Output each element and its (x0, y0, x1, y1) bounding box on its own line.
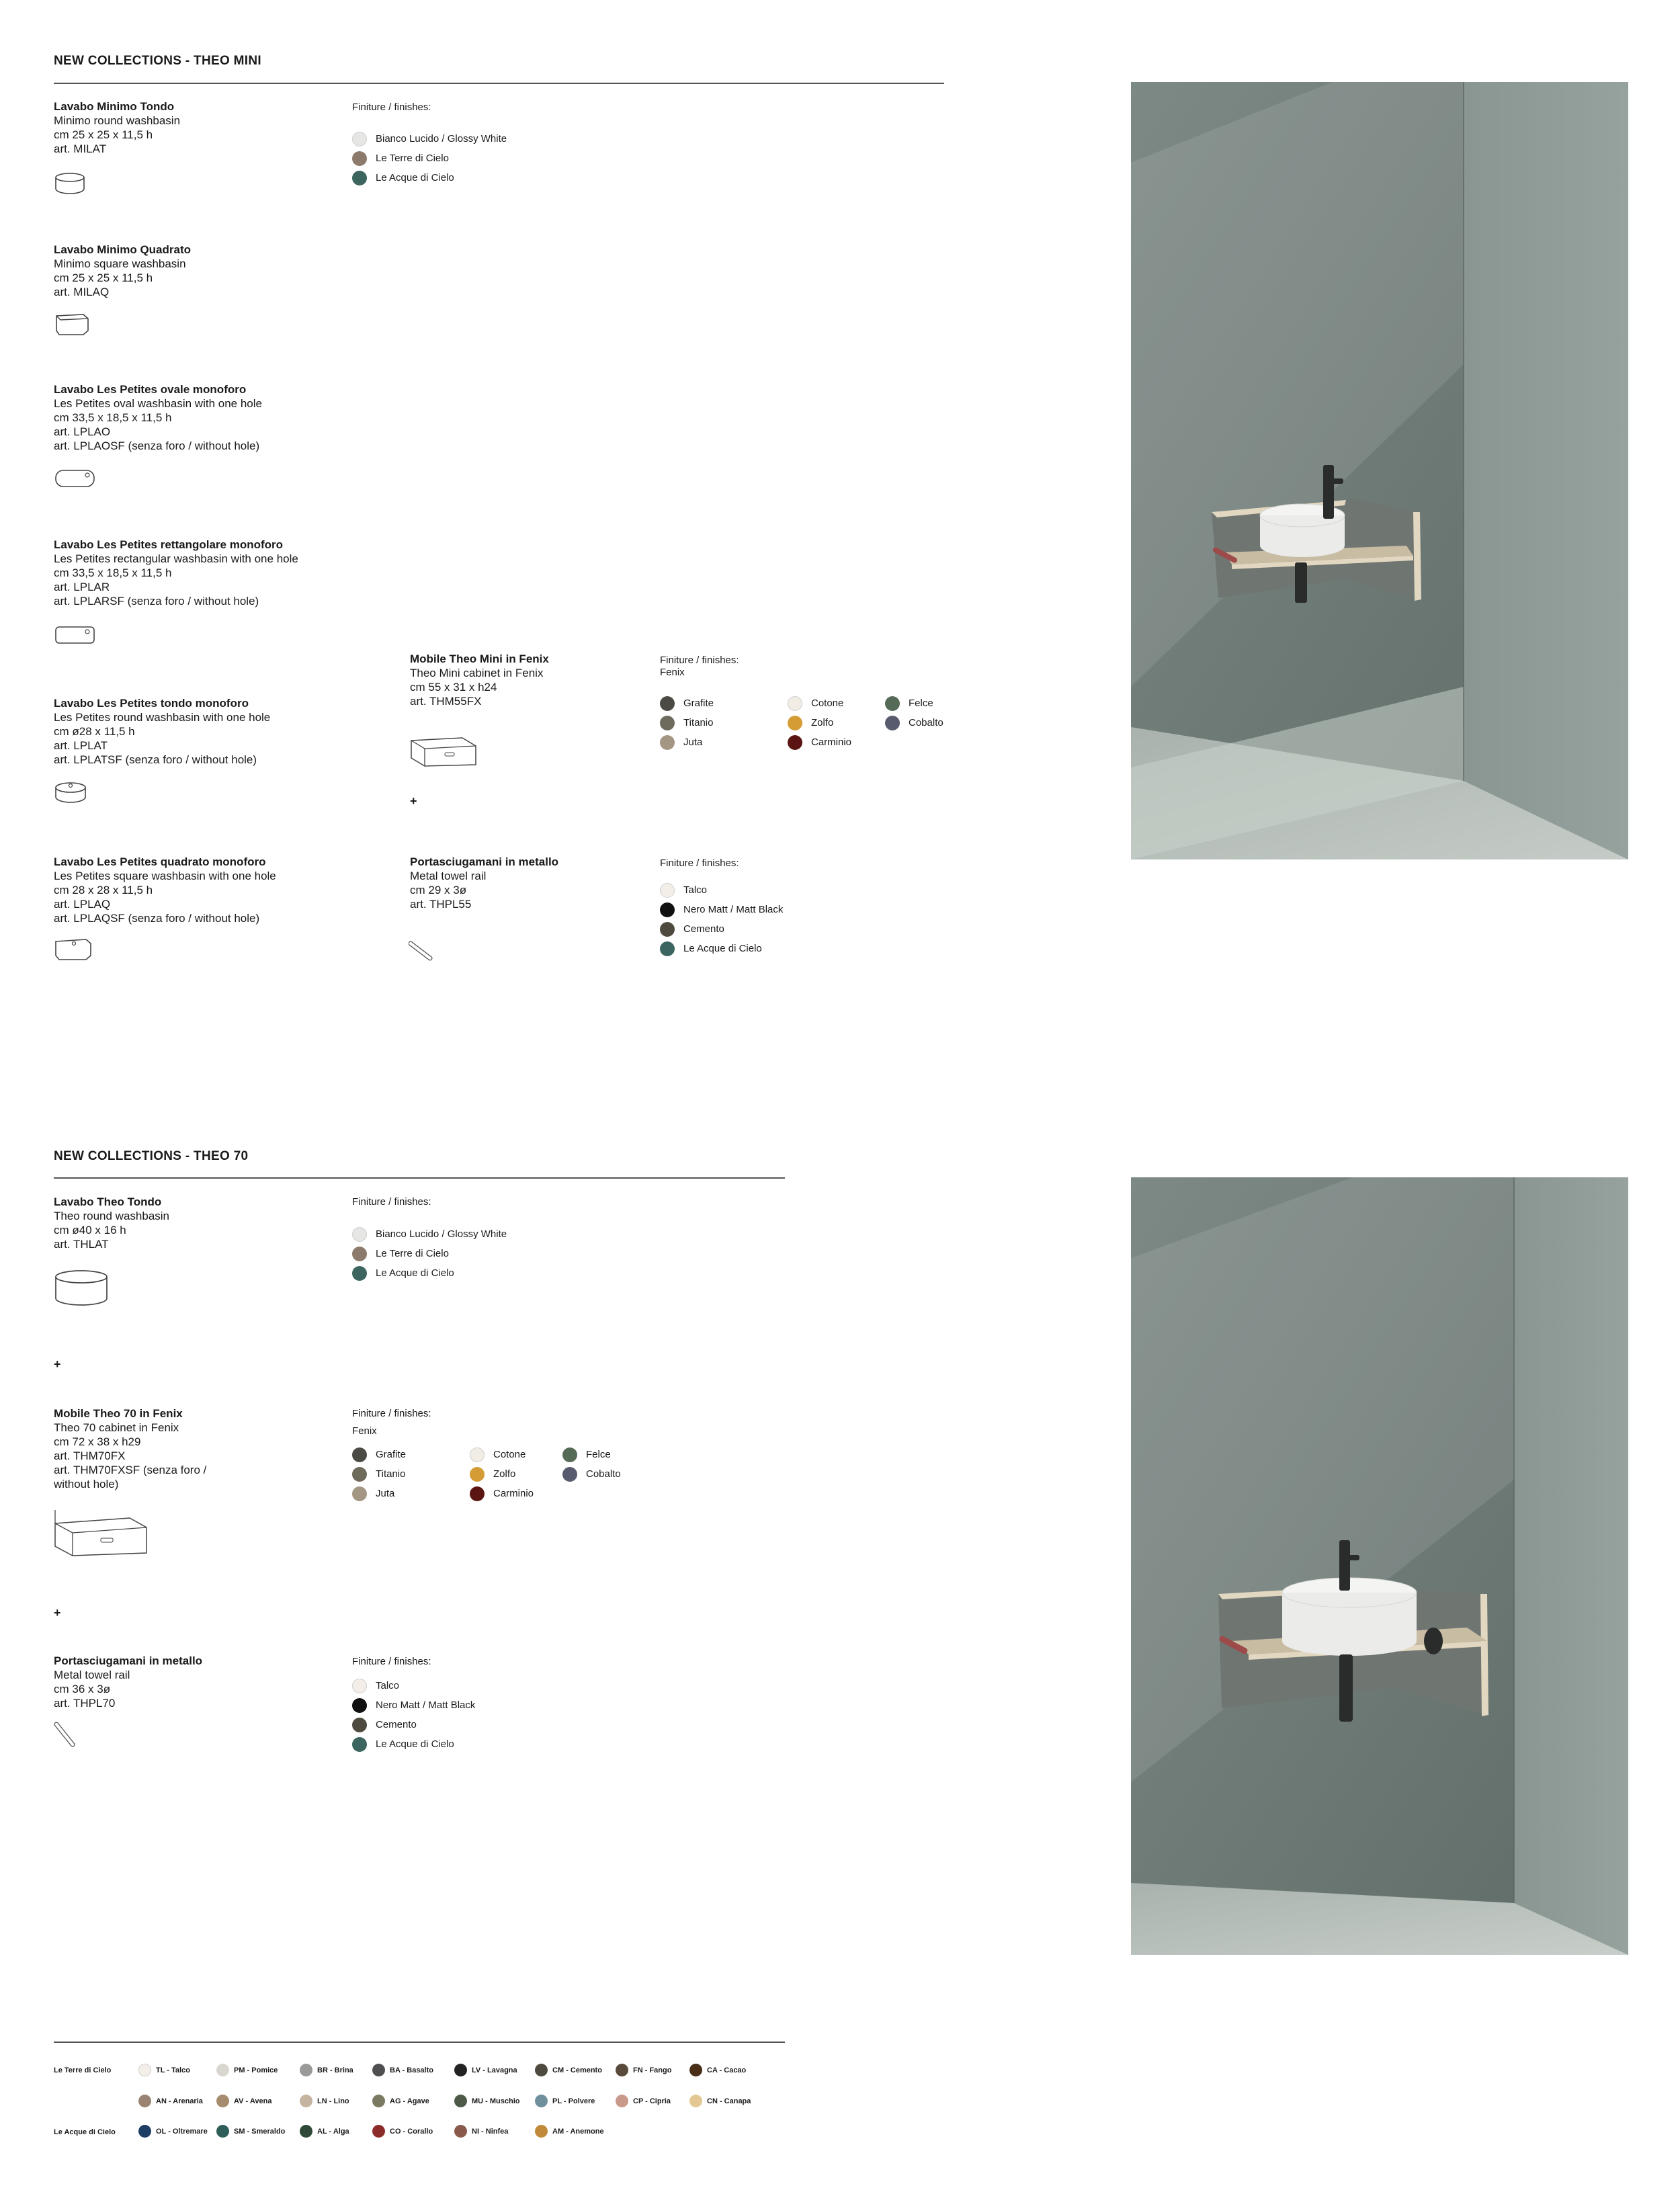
swatch-dot (216, 2095, 229, 2107)
swatch-name: CO - Corallo (390, 2127, 433, 2136)
oval-basin-icon (54, 467, 97, 491)
swatch-name: AM - Anemone (552, 2127, 604, 2136)
finish-swatch (352, 1244, 507, 1263)
swatch-dot (562, 1447, 577, 1462)
finish-name: Le Acque di Cielo (683, 943, 762, 954)
swatch-name: BA - Basalto (390, 2066, 433, 2074)
legend-swatch (138, 2125, 208, 2138)
swatch-name: LN - Lino (317, 2097, 349, 2105)
rectangular-basin-icon (54, 624, 97, 647)
finish-swatch (352, 1484, 470, 1503)
towel-rail-icon (54, 1722, 77, 1749)
product-art: art. THPL55 (410, 898, 472, 911)
swatch-dot (689, 2064, 702, 2076)
swatch-dot (660, 735, 675, 750)
swatch-dot (470, 1467, 485, 1482)
basin-finish-list (352, 1224, 507, 1283)
swatch-dot (352, 1698, 367, 1713)
finish-swatch (352, 1445, 470, 1464)
swatch-dot (138, 2064, 151, 2076)
finish-swatch (885, 693, 959, 713)
swatch-name: CP - Cipria (633, 2097, 671, 2105)
product-desc: Les Petites square washbasin with one hole (54, 870, 276, 882)
swatch-dot (300, 2064, 312, 2076)
product-art: art. LPLAQ (54, 898, 111, 911)
product-name: Lavabo Minimo Tondo (54, 100, 175, 113)
product-size: cm 72 x 38 x h29 (54, 1435, 141, 1448)
cabinet-icon (52, 1509, 150, 1559)
swatch-dot (216, 2064, 229, 2076)
finish-name: Juta (376, 1488, 395, 1499)
legend-swatch (689, 2064, 746, 2076)
product-name: Lavabo Theo Tondo (54, 1195, 162, 1208)
swatch-name: NI - Ninfea (472, 2127, 509, 2136)
swatch-dot (470, 1447, 485, 1462)
product-minimo-tondo (54, 99, 180, 156)
product-les-petites-quadrato (54, 855, 276, 925)
product-name: Lavabo Les Petites ovale monoforo (54, 383, 247, 396)
finish-name: Le Acque di Cielo (376, 1738, 454, 1750)
product-name: Lavabo Les Petites rettangolare monoforo (54, 538, 284, 551)
finish-swatch (352, 129, 507, 149)
finish-name: Cobalto (586, 1468, 621, 1480)
section-title-theo-70: NEW COLLECTIONS - THEO 70 (54, 1149, 249, 1163)
swatch-dot (352, 1247, 367, 1261)
swatch-dot (454, 2064, 467, 2076)
legend-swatch (689, 2095, 751, 2107)
finish-name: Cemento (376, 1719, 417, 1730)
finish-name: Bianco Lucido / Glossy White (376, 1228, 507, 1240)
swatch-name: AN - Arenaria (156, 2097, 203, 2105)
finish-name: Felce (586, 1449, 611, 1460)
finish-swatch (660, 919, 783, 939)
finish-name: Le Terre di Cielo (376, 153, 449, 164)
square-basin-icon (54, 312, 91, 339)
rail-finish-list (352, 1676, 475, 1754)
swatch-name: CA - Cacao (707, 2066, 747, 2074)
swatch-name: PM - Pomice (234, 2066, 278, 2074)
product-size: cm 33,5 x 18,5 x 11,5 h (54, 566, 172, 579)
swatch-name: PL - Polvere (552, 2097, 595, 2105)
finishes-label: Finiture / finishes: (352, 1408, 431, 1419)
finishes-label: Finiture / finishes: (660, 655, 739, 666)
swatch-dot (660, 716, 675, 730)
swatch-dot (660, 696, 675, 711)
finish-swatch (885, 713, 959, 732)
product-les-petites-ovale (54, 382, 262, 453)
finish-swatch (352, 1224, 507, 1244)
swatch-dot (788, 716, 802, 730)
finish-swatch (352, 168, 507, 187)
plus-sign: + (54, 1357, 61, 1371)
swatch-name: CN - Canapa (707, 2097, 751, 2105)
swatch-dot (300, 2125, 312, 2138)
legend-swatch (616, 2064, 671, 2076)
finishes-label: Finiture / finishes: (660, 857, 739, 869)
product-photo-theo-70 (1131, 1177, 1628, 1955)
product-art-alt: art. LPLARSF (senza foro / without hole) (54, 595, 259, 607)
swatch-dot (352, 1266, 367, 1281)
legend-swatch (300, 2095, 349, 2107)
swatch-dot (885, 716, 900, 730)
swatch-dot (535, 2095, 548, 2107)
finish-name: Bianco Lucido / Glossy White (376, 133, 507, 144)
cabinet-icon (409, 732, 479, 769)
finishes-sublabel: Fenix (660, 667, 685, 678)
product-les-petites-tondo (54, 696, 270, 767)
swatch-dot (660, 902, 675, 917)
legend-swatch (216, 2064, 278, 2076)
swatch-dot (454, 2095, 467, 2107)
finish-swatch (352, 1715, 475, 1734)
product-art: art. MILAT (54, 142, 107, 155)
product-art-alt: art. THM70FXSF (senza foro / (54, 1464, 207, 1476)
product-art-alt-cont: without hole) (54, 1478, 119, 1490)
swatch-dot (660, 941, 675, 956)
legend-swatch (616, 2095, 671, 2107)
swatch-name: AL - Alga (317, 2127, 349, 2136)
product-desc: Minimo round washbasin (54, 114, 181, 127)
swatch-dot (372, 2064, 385, 2076)
product-theo-mini-cabinet (410, 652, 549, 708)
legend-swatch (300, 2064, 353, 2076)
swatch-name: OL - Oltremare (156, 2127, 208, 2136)
swatch-dot (562, 1467, 577, 1482)
finish-name: Cotone (493, 1449, 526, 1460)
swatch-name: AV - Avena (234, 2097, 272, 2105)
swatch-dot (885, 696, 900, 711)
legend-swatch (138, 2095, 203, 2107)
finishes-label: Finiture / finishes: (352, 1656, 431, 1667)
legend-swatch (454, 2125, 508, 2138)
finish-name: Zolfo (811, 717, 834, 728)
finish-name: Grafite (683, 698, 714, 709)
product-art: art. MILAQ (54, 286, 110, 298)
swatch-dot (616, 2095, 628, 2107)
section-divider (54, 83, 944, 84)
finishes-label: Finiture / finishes: (352, 101, 431, 113)
product-desc: Metal towel rail (410, 870, 487, 882)
legend-swatch (454, 2095, 520, 2107)
product-les-petites-rettangolare (54, 538, 298, 608)
finish-swatch (470, 1484, 562, 1503)
swatch-dot (352, 1679, 367, 1693)
swatch-dot (352, 1227, 367, 1242)
swatch-dot (616, 2064, 628, 2076)
swatch-dot (788, 696, 802, 711)
finish-name: Le Terre di Cielo (376, 1248, 449, 1259)
legend-swatch (535, 2095, 595, 2107)
product-size: cm 55 x 31 x h24 (410, 681, 497, 693)
swatch-name: LV - Lavagna (472, 2066, 517, 2074)
finish-swatch (660, 732, 788, 752)
finish-swatch (660, 880, 783, 900)
plus-sign: + (54, 1606, 61, 1619)
finish-swatch (788, 713, 885, 732)
swatch-dot (470, 1486, 485, 1501)
round-basin-icon (54, 1269, 111, 1309)
product-name: Portasciugamani in metallo (54, 1654, 203, 1667)
swatch-dot (535, 2125, 548, 2138)
swatch-name: MU - Muschio (472, 2097, 520, 2105)
finish-name: Le Acque di Cielo (376, 172, 454, 183)
product-desc: Minimo square washbasin (54, 257, 186, 270)
finish-swatch (660, 900, 783, 919)
legend-swatch (216, 2125, 285, 2138)
swatch-dot (352, 151, 367, 166)
product-towel-rail-55 (410, 855, 558, 911)
product-desc: Theo Mini cabinet in Fenix (410, 667, 544, 679)
product-size: cm ø40 x 16 h (54, 1224, 126, 1236)
swatch-dot (352, 1447, 367, 1462)
product-art-alt: art. LPLATSF (senza foro / without hole) (54, 753, 257, 766)
product-desc: Theo round washbasin (54, 1210, 170, 1222)
product-art: art. THPL70 (54, 1697, 116, 1710)
finish-name: Carminio (811, 737, 852, 748)
swatch-name: BR - Brina (317, 2066, 353, 2074)
product-art: art. LPLAR (54, 581, 110, 593)
swatch-dot (216, 2125, 229, 2138)
product-size: cm 28 x 28 x 11,5 h (54, 884, 153, 896)
plus-sign: + (410, 794, 417, 808)
finish-name: Titanio (376, 1468, 406, 1480)
product-name: Lavabo Les Petites quadrato monoforo (54, 855, 266, 868)
product-theo-70-cabinet (54, 1406, 206, 1491)
swatch-name: FN - Fango (633, 2066, 672, 2074)
finish-swatch (352, 1734, 475, 1754)
legend-swatch (454, 2064, 517, 2076)
legend-divider (54, 2042, 785, 2043)
product-minimo-quadrato (54, 243, 191, 299)
product-art: art. LPLAO (54, 425, 111, 438)
swatch-name: SM - Smeraldo (234, 2127, 286, 2136)
towel-rail-icon (409, 941, 435, 962)
product-name: Mobile Theo Mini in Fenix (410, 653, 549, 665)
section-title-theo-mini: NEW COLLECTIONS - THEO MINI (54, 54, 261, 68)
finish-name: Cotone (811, 698, 844, 709)
product-size: cm 36 x 3ø (54, 1683, 111, 1695)
finish-swatch (470, 1464, 562, 1484)
product-art-alt: art. LPLAOSF (senza foro / without hole) (54, 439, 260, 452)
swatch-dot (352, 171, 367, 185)
swatch-dot (352, 132, 367, 146)
swatch-dot (535, 2064, 548, 2076)
round-basin-icon (54, 171, 87, 198)
product-desc: Les Petites rectangular washbasin with one hole (54, 552, 298, 565)
swatch-name: AG - Agave (390, 2097, 429, 2105)
round-monohole-basin-icon (54, 781, 91, 808)
swatch-dot (372, 2095, 385, 2107)
finish-swatch (352, 1676, 475, 1695)
finishes-sublabel: Fenix (352, 1425, 377, 1437)
swatch-dot (660, 883, 675, 898)
finish-name: Titanio (683, 717, 714, 728)
finish-swatch (660, 693, 788, 713)
swatch-name: TL - Talco (156, 2066, 190, 2074)
finish-swatch (352, 1464, 470, 1484)
swatch-dot (352, 1467, 367, 1482)
finish-name: Nero Matt / Matt Black (683, 904, 784, 915)
legend-swatch (535, 2125, 604, 2138)
finish-name: Talco (376, 1680, 400, 1691)
product-art: art. LPLAT (54, 739, 108, 752)
legend-swatch (216, 2095, 271, 2107)
square-monohole-basin-icon (54, 936, 94, 963)
finish-name: Talco (683, 884, 708, 896)
swatch-dot (352, 1737, 367, 1752)
swatch-dot (454, 2125, 467, 2138)
swatch-dot (660, 922, 675, 937)
cabinet-finish-grid (352, 1445, 636, 1503)
product-towel-rail-70 (54, 1654, 202, 1710)
finishes-label: Finiture / finishes: (352, 1196, 431, 1208)
swatch-dot (352, 1718, 367, 1732)
finish-name: Nero Matt / Matt Black (376, 1699, 476, 1711)
product-desc: Les Petites round washbasin with one hole (54, 711, 271, 724)
product-photo-theo-mini (1131, 82, 1628, 859)
cabinet-finish-grid (660, 693, 959, 752)
product-size: cm 25 x 25 x 11,5 h (54, 271, 153, 284)
finish-swatch (660, 713, 788, 732)
legend-swatch (372, 2125, 433, 2138)
product-name: Portasciugamani in metallo (410, 855, 559, 868)
product-desc: Metal towel rail (54, 1669, 130, 1681)
finish-swatch (352, 149, 507, 168)
finish-name: Grafite (376, 1449, 407, 1460)
legend-label-terre: Le Terre di Cielo (54, 2066, 112, 2074)
product-size: cm 25 x 25 x 11,5 h (54, 128, 153, 141)
product-name: Mobile Theo 70 in Fenix (54, 1407, 183, 1420)
finish-name: Zolfo (493, 1468, 516, 1480)
legend-swatch (372, 2095, 429, 2107)
product-art: art. THLAT (54, 1238, 109, 1251)
legend-label-acque: Le Acque di Cielo (54, 2128, 116, 2136)
legend-swatch (535, 2064, 602, 2076)
product-art-alt: art. LPLAQSF (senza foro / without hole) (54, 912, 260, 925)
swatch-dot (138, 2125, 151, 2138)
finish-name: Felce (909, 698, 933, 709)
swatch-name: CM - Cemento (552, 2066, 602, 2074)
product-size: cm ø28 x 11,5 h (54, 725, 135, 738)
swatch-dot (788, 735, 802, 750)
product-theo-tondo (54, 1195, 169, 1251)
swatch-dot (372, 2125, 385, 2138)
finish-swatch (660, 939, 783, 958)
finish-swatch (788, 732, 885, 752)
finish-name: Juta (683, 737, 703, 748)
product-size: cm 29 x 3ø (410, 884, 467, 896)
finish-name: Carminio (493, 1488, 534, 1499)
finish-swatch (470, 1445, 562, 1464)
rail-finish-list (660, 880, 783, 958)
product-art: art. THM55FX (410, 695, 482, 708)
section-divider (54, 1177, 785, 1179)
product-desc: Theo 70 cabinet in Fenix (54, 1421, 179, 1434)
product-art: art. THM70FX (54, 1449, 126, 1462)
legend-swatch (300, 2125, 349, 2138)
swatch-dot (138, 2095, 151, 2107)
product-size: cm 33,5 x 18,5 x 11,5 h (54, 411, 172, 424)
finish-swatch (352, 1695, 475, 1715)
product-desc: Les Petites oval washbasin with one hole (54, 397, 262, 410)
finish-name: Cemento (683, 923, 724, 935)
finish-name: Le Acque di Cielo (376, 1267, 454, 1279)
product-name: Lavabo Minimo Quadrato (54, 243, 192, 256)
swatch-dot (352, 1486, 367, 1501)
finish-name: Cobalto (909, 717, 943, 728)
swatch-dot (300, 2095, 312, 2107)
finish-swatch (562, 1464, 636, 1484)
finish-swatch (788, 693, 885, 713)
product-name: Lavabo Les Petites tondo monoforo (54, 697, 249, 710)
finish-swatch (562, 1445, 636, 1464)
legend-swatch (372, 2064, 433, 2076)
basin-finish-list (352, 129, 507, 187)
finish-swatch (352, 1263, 507, 1283)
legend-swatch (138, 2064, 190, 2076)
swatch-dot (689, 2095, 702, 2107)
